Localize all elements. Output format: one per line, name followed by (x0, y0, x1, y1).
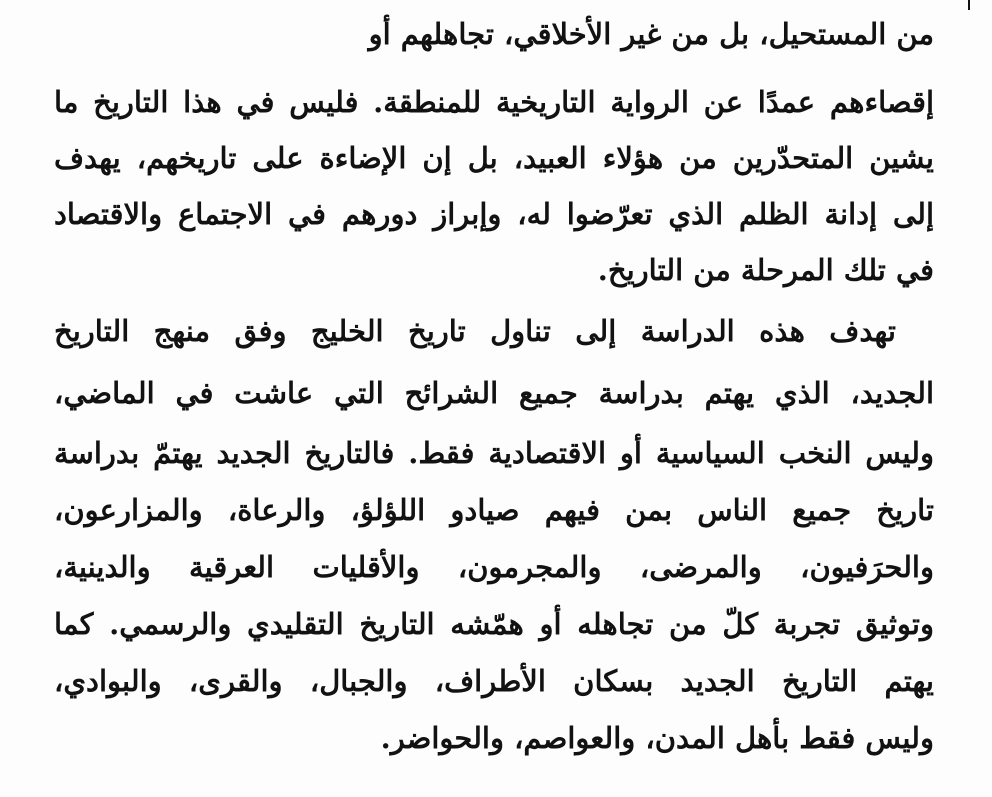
text-line-6: تهدف هذه الدراسة إلى تناول تاريخ الخليج وفق منهج التاريخ (54, 314, 896, 348)
text-line-11: وتوثيق تجربة كلّ من تجاهله أو همّشه التاريخ التقليدي والرسمي. كما (54, 607, 934, 641)
text-line-2: إقصاءهم عمدًا عن الرواية التاريخية للمنطقة. فليس في هذا التاريخ ما (54, 85, 934, 119)
text-line-10: والحرَفيون، والمرضى، والمجرمون، والأقليات العرقية والدينية، (54, 550, 934, 584)
text-line-13: وليس فقط بأهل المدن، والعواصم، والحواضر. (380, 721, 934, 755)
text-line-8: وليس النخب السياسية أو الاقتصادية فقط. فالتاريخ الجديد يهتمّ بدراسة (54, 436, 934, 470)
text-line-5: في تلك المرحلة من التاريخ. (597, 253, 934, 287)
text-line-9: تاريخ جميع الناس بمن فيهم صيادو اللؤلؤ، والرعاة، والمزارعون، (54, 493, 934, 527)
text-line-7: الجديد، الذي يهتم بدراسة جميع الشرائح التي عاشت في الماضي، (54, 376, 934, 410)
text-line-1: من المستحيل، بل من غير الأخلاقي، تجاهلهم أو (368, 17, 934, 51)
text-line-3: يشين المتحدّرين من هؤلاء العبيد، بل إن الإضاءة على تاريخهم، يهدف (54, 141, 934, 175)
text-line-12: يهتم التاريخ الجديد بسكان الأطراف، والجبال، والقرى، والبوادي، (54, 664, 934, 698)
page-edge-mark (962, 0, 970, 10)
text-line-4: إلى إدانة الظلم الذي تعرّضوا له، وإبراز دورهم في الاجتماع والاقتصاد (54, 197, 934, 231)
